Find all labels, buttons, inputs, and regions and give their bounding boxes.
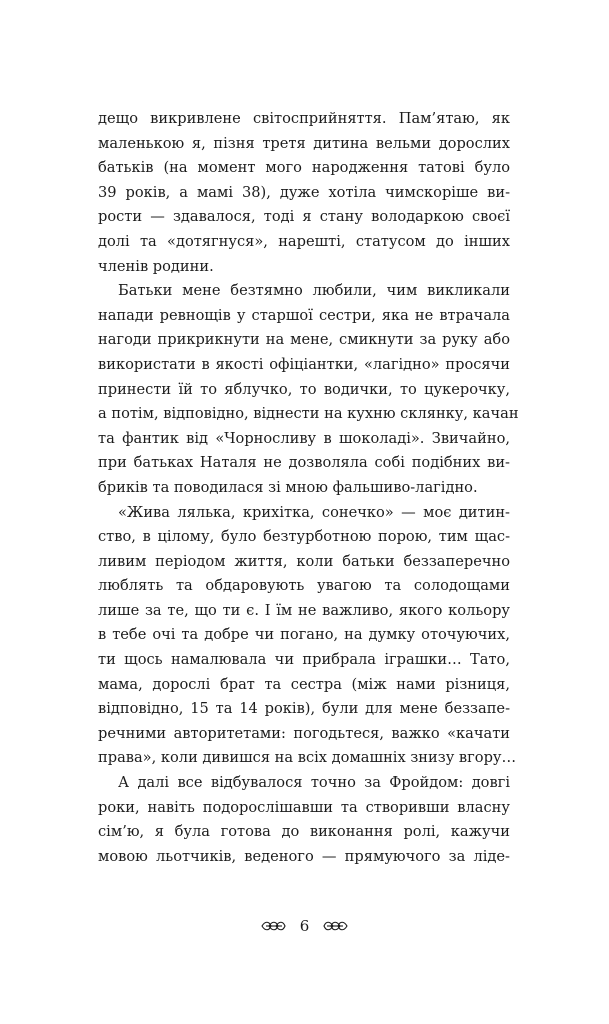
text-line: речними авторитетами: погодьтеся, важко «качати <box>98 724 510 742</box>
text-line: в тебе очі та добре чи погано, на думку оточуючих, <box>98 626 510 644</box>
page-footer <box>0 913 609 939</box>
paragraph-start-line: А далі все відбувалося точно за Фройдом: довгі <box>118 774 510 792</box>
text-line: нагоди прикрикнути на мене, смикнути за руку або <box>98 331 510 349</box>
paragraph-start-line: «Жива лялька, крихітка, сонечко» — моє дитин- <box>118 503 510 521</box>
text-line: ство, в цілому, було безтурботною порою, тим щас- <box>98 528 510 546</box>
text-line: принести їй то яблучко, то водички, то цукерочку, <box>98 380 510 398</box>
text-line: долі та «дотягнуся», нарешті, статусом до інших <box>98 232 510 250</box>
text-line: ливим періодом життя, коли батьки беззаперечно <box>98 552 510 570</box>
text-line: бриків та поводилася зі мною фальшиво-лагідно. <box>98 478 478 496</box>
text-line: членів родини. <box>98 257 214 275</box>
paragraph-start-line: Батьки мене безтямно любили, чим викликали <box>118 282 510 300</box>
text-line: та фантик від «Чорносливу в шоколаді». Звичайно, <box>98 429 510 447</box>
text-line: мовою льотчиків, веденого — прямуючого за ліде- <box>98 847 510 865</box>
text-line: при батьках Наталя не дозволяла собі подібних ви- <box>98 454 510 472</box>
text-line: роки, навіть подорослішавши та створивши власну <box>98 798 510 816</box>
text-line: ти щось намалювала чи прибрала іграшки… Тато, <box>98 651 510 669</box>
text-line: лише за те, що ти є. І їм не важливо, якого кольору <box>98 601 510 619</box>
page-body <box>98 107 519 869</box>
text-line: рости — здавалося, тоді я стану володаркою своєї <box>98 208 510 226</box>
page-number: 6 <box>299 917 310 935</box>
text-line: батьків (на момент мого народження татові було <box>98 159 510 177</box>
right-ornament-icon <box>323 919 349 933</box>
text-line: використати в якості офіціантки, «лагідно» просячи <box>98 355 510 373</box>
left-ornament-icon <box>260 919 286 933</box>
text-line: а потім, відповідно, віднести на кухню склянку, качан <box>98 405 519 423</box>
text-line: сім’ю, я була готова до виконання ролі, кажучи <box>98 823 510 841</box>
text-line: маленькою я, пізня третя дитина вельми дорослих <box>98 134 510 152</box>
text-line: дещо викривлене світосприйняття. Пам’ятаю, як <box>98 110 510 127</box>
text-line: 39 років, а мамі 38), дуже хотіла чимскоріше ви- <box>98 183 510 201</box>
text-line: люблять та обдаровують увагою та солодощами <box>98 577 510 595</box>
text-line: напади ревнощів у старшої сестри, яка не втрачала <box>98 306 510 324</box>
text-line: відповідно, 15 та 14 років), були для мене беззапе- <box>98 700 510 718</box>
text-line: мама, дорослі брат та сестра (між нами різниця, <box>98 675 510 693</box>
text-line: права», коли дивишся на всіх домашніх знизу вгору… <box>98 749 517 767</box>
